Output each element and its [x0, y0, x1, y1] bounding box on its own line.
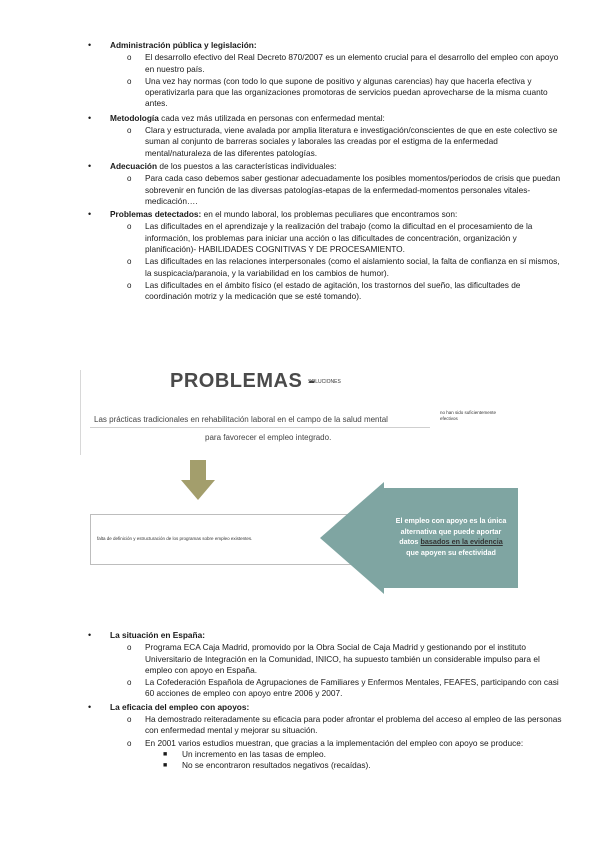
item-heading: La eficacia del empleo con apoyos:	[110, 701, 250, 712]
item-heading: Problemas detectados:	[110, 209, 202, 220]
sub-list-item	[0, 76, 599, 110]
sub-list-item	[0, 738, 599, 749]
item-text: cada vez más utilizada en personas con enfermedad mental:	[158, 112, 385, 123]
sub-item-text: La Cofederación Española de Agrupaciones de Familiares y Enfermos Mentales, FEAFES, participando con casi 60 acciones de empleo con apoyo entre 2006 y 2007.	[145, 677, 559, 699]
item-heading: Metodología	[110, 112, 159, 123]
list-item	[0, 209, 599, 220]
circle-bullet-icon: o	[127, 715, 132, 725]
sub-sub-item-text: No se encontraron resultados negativos (recaídas).	[182, 760, 371, 771]
square-bullet-icon: ■	[163, 762, 168, 770]
bullet-icon: •	[88, 701, 92, 712]
circle-bullet-icon: o	[127, 257, 132, 267]
bullet-list-top	[0, 40, 599, 303]
circle-bullet-icon: o	[127, 643, 132, 653]
item-text: en el mundo laboral, los problemas peculiares que encontramos son:	[201, 209, 458, 220]
sub-item-text: El desarrollo efectivo del Real Decreto 870/2007 es un elemento crucial para el desarrollo del empleo con apoyo en nuestro país.	[145, 52, 559, 74]
solution-text	[392, 516, 510, 558]
sub-list-item	[0, 173, 599, 207]
circle-bullet-icon: o	[127, 222, 132, 232]
sub-sub-item-text: Un incremento en las tasas de empleo.	[182, 748, 326, 759]
solution-text-part: El empleo con apoyo es la única alternativa que puede aportar datos	[395, 516, 507, 546]
problem-box-text: falta de definición y estructuración de los programas sobre empleo existentes.	[97, 536, 253, 541]
sub-list-item	[0, 714, 599, 737]
circle-bullet-icon: o	[127, 53, 132, 63]
circle-bullet-icon: o	[127, 126, 132, 136]
bullet-icon: •	[88, 630, 92, 640]
problems-solutions-figure	[0, 360, 599, 628]
bullet-icon: •	[88, 40, 92, 50]
circle-bullet-icon: o	[127, 174, 132, 184]
circle-bullet-icon: o	[127, 678, 132, 688]
sub-item-text: Clara y estructurada, viene avalada por amplia literatura e investigación/conscientes de que en este colectivo se suman al conjunto de barreras sociales y laborales las creadas por el estigma de la enfermedad mental/naturaleza de las diferentes patologías.	[145, 125, 558, 158]
sub-sub-list-item	[0, 749, 599, 760]
bullet-icon: •	[88, 112, 92, 123]
circle-bullet-icon: o	[127, 280, 132, 290]
divider	[80, 370, 81, 455]
item-heading: Adecuación	[110, 160, 158, 171]
circle-bullet-icon: o	[127, 738, 132, 748]
figure-title: PROBLEMAS -	[170, 370, 316, 392]
item-heading: La situación en España:	[110, 630, 205, 640]
divider	[90, 427, 430, 428]
bullet-list-bottom	[0, 630, 599, 772]
sub-list-item	[0, 256, 599, 279]
sub-item-text: Ha demostrado reiteradamente su eficacia para poder afrontar el problema del acceso al empleo de las personas con enfermedad mental y mejorar su situación.	[145, 714, 562, 736]
sub-item-text: Las dificultades en el ámbito físico (el estado de agitación, los trastornos del sueño, las dificultades de coordinación motriz y la medicación que se esté tomando).	[145, 279, 521, 302]
bullet-icon: •	[88, 209, 92, 220]
item-text: de los puestos a las características individuales:	[157, 160, 337, 171]
figure-statement: Las prácticas tradicionales en rehabilitación laboral en el campo de la salud mental	[94, 415, 388, 424]
sub-list-item	[0, 642, 599, 676]
down-arrow-icon	[181, 460, 215, 500]
list-item	[0, 161, 599, 172]
item-heading: Administración pública y legislación:	[110, 40, 257, 50]
sub-item-text: En 2001 varios estudios muestran, que gracias a la implementación del empleo con apoyo se produce:	[145, 737, 524, 748]
figure-statement-continued: para favorecer el empleo integrado.	[205, 433, 332, 442]
sub-item-text: Para cada caso debemos saber gestionar adecuadamente los posibles momentos/periodos de crisis que puedan sobrevenir en función de las diversas patologías-etapas de la enfermedad-momentos personales vitales-medicación….	[145, 173, 561, 206]
sub-item-text: Una vez hay normas (con todo lo que supone de positivo y algunas carencias) hay que hacerla efectiva y operativizarla para que las organizaciones promotoras de servicios puedan aprovecharse de la misma cuanto antes.	[145, 75, 548, 109]
sub-list-item	[0, 280, 599, 303]
list-item	[0, 702, 599, 713]
square-bullet-icon: ■	[163, 750, 168, 758]
sub-item-text: Programa ECA Caja Madrid, promovido por la Obra Social de Caja Madrid y gestionando por el instituto Universitario de Integración en la Comunidad, INICO, ha supuesto también un considerable impulso para el empleo con apoyo en España.	[145, 642, 540, 675]
sub-list-item	[0, 677, 599, 700]
list-item	[0, 630, 599, 641]
circle-bullet-icon: o	[127, 76, 132, 86]
sub-list-item	[0, 52, 599, 75]
sub-item-text: Las dificultades en el aprendizaje y la realización del trabajo (como la dificultad en el procesamiento de la información, los problemas para iniciar una acción o las dificultades de concentración, organización y planificación)- HABILIDADES COGNITIVAS Y DE PROCESAMIENTO.	[145, 221, 533, 255]
sub-list-item	[0, 125, 599, 159]
list-item	[0, 113, 599, 124]
sub-item-text: Las dificultades en las relaciones interpersonales (como el aislamiento social, la falta de confianza en sí mismos, la suspicacia/paranoia, y la variabilidad en los cambios de humor).	[145, 256, 560, 278]
figure-subtitle: SOLUCIONES	[308, 379, 341, 385]
solution-text-part: que apoyen su efectividad	[406, 547, 496, 557]
sub-sub-list-item	[0, 760, 599, 771]
solution-text-highlight: basados en la evidencia	[420, 537, 503, 546]
sub-list-item	[0, 221, 599, 255]
list-item	[0, 40, 599, 51]
bullet-icon: •	[88, 160, 92, 171]
figure-side-note: no han sido suficientemente efectivos	[440, 410, 497, 421]
